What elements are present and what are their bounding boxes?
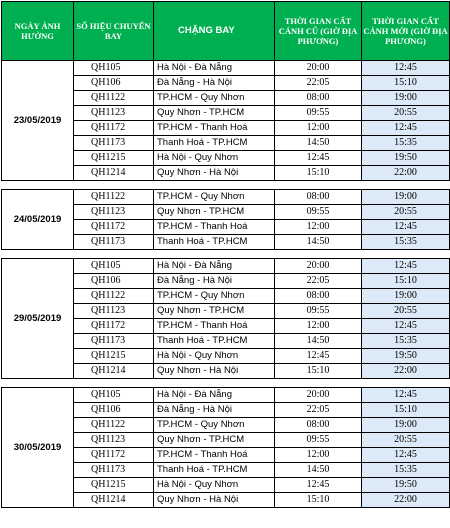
new-time-cell: 20:55: [362, 106, 450, 121]
old-time-cell: 15:10: [275, 364, 362, 379]
flight-number-cell: QH1123: [74, 205, 154, 220]
flight-number-cell: QH1123: [74, 106, 154, 121]
flight-schedule-table: [1, 1, 450, 508]
route-cell: TP.HCM - Quy Nhơn: [154, 418, 275, 433]
route-cell: TP.HCM - Thanh Hoá: [154, 220, 275, 235]
old-time-cell: 14:50: [275, 136, 362, 151]
header-flight-number: SỐ HIỆU CHUYẾN BAY: [74, 2, 154, 61]
new-time-cell: 22:00: [362, 364, 450, 379]
route-cell: Đà Nẵng - Hà Nội: [154, 76, 275, 91]
old-time-cell: 12:00: [275, 121, 362, 136]
table-row: [2, 388, 450, 403]
old-time-cell: 08:00: [275, 91, 362, 106]
route-cell: Quy Nhơn - Hà Nội: [154, 364, 275, 379]
old-time-cell: 12:00: [275, 319, 362, 334]
route-cell: Quy Nhơn - Hà Nội: [154, 493, 275, 508]
route-cell: TP.HCM - Quy Nhơn: [154, 91, 275, 106]
separator-cell: [2, 250, 450, 259]
new-time-cell: 19:00: [362, 91, 450, 106]
group-separator: [2, 379, 450, 388]
header-old-time: THỜI GIAN CẤT CÁNH CŨ (GIỜ ĐỊA PHƯƠNG): [275, 2, 362, 61]
new-time-cell: 12:45: [362, 448, 450, 463]
group-separator: [2, 250, 450, 259]
table-row: [2, 61, 450, 76]
route-cell: Hà Nội - Quy Nhơn: [154, 478, 275, 493]
flight-number-cell: QH1172: [74, 448, 154, 463]
header-affected-day: NGÀY ẢNH HƯỞNG: [2, 2, 74, 61]
affected-date-cell: 23/05/2019: [2, 61, 74, 181]
new-time-cell: 15:10: [362, 76, 450, 91]
route-cell: Quy Nhơn - TP.HCM: [154, 304, 275, 319]
old-time-cell: 12:00: [275, 448, 362, 463]
new-time-cell: 15:35: [362, 463, 450, 478]
route-cell: Hà Nội - Đà Nẵng: [154, 388, 275, 403]
old-time-cell: 09:55: [275, 205, 362, 220]
flight-number-cell: QH1214: [74, 364, 154, 379]
old-time-cell: 09:55: [275, 106, 362, 121]
new-time-cell: 20:55: [362, 433, 450, 448]
route-cell: Quy Nhơn - Hà Nội: [154, 166, 275, 181]
flight-number-cell: QH1122: [74, 418, 154, 433]
route-cell: TP.HCM - Quy Nhơn: [154, 289, 275, 304]
flight-number-cell: QH1122: [74, 91, 154, 106]
new-time-cell: 12:45: [362, 388, 450, 403]
flight-number-cell: QH106: [74, 76, 154, 91]
old-time-cell: 08:00: [275, 418, 362, 433]
old-time-cell: 14:50: [275, 463, 362, 478]
route-cell: TP.HCM - Thanh Hoá: [154, 121, 275, 136]
route-cell: Quy Nhơn - TP.HCM: [154, 433, 275, 448]
table-header-row: [2, 2, 450, 61]
route-cell: TP.HCM - Thanh Hoá: [154, 319, 275, 334]
flight-number-cell: QH1215: [74, 478, 154, 493]
old-time-cell: 12:45: [275, 151, 362, 166]
new-time-cell: 22:00: [362, 166, 450, 181]
flight-number-cell: QH1172: [74, 220, 154, 235]
old-time-cell: 15:10: [275, 166, 362, 181]
flight-number-cell: QH1172: [74, 319, 154, 334]
new-time-cell: 15:35: [362, 334, 450, 349]
separator-cell: [2, 379, 450, 388]
route-cell: TP.HCM - Quy Nhơn: [154, 190, 275, 205]
new-time-cell: 15:10: [362, 403, 450, 418]
old-time-cell: 22:05: [275, 403, 362, 418]
new-time-cell: 12:45: [362, 220, 450, 235]
route-cell: Hà Nội - Quy Nhơn: [154, 349, 275, 364]
flight-number-cell: QH105: [74, 388, 154, 403]
old-time-cell: 12:45: [275, 478, 362, 493]
table-body: [2, 61, 450, 508]
separator-cell: [2, 181, 450, 190]
new-time-cell: 19:50: [362, 478, 450, 493]
new-time-cell: 12:45: [362, 259, 450, 274]
flight-number-cell: QH106: [74, 274, 154, 289]
flight-number-cell: QH106: [74, 403, 154, 418]
new-time-cell: 19:50: [362, 151, 450, 166]
flight-number-cell: QH1173: [74, 235, 154, 250]
flight-number-cell: QH1123: [74, 304, 154, 319]
table-row: [2, 259, 450, 274]
new-time-cell: 20:55: [362, 304, 450, 319]
route-cell: TP.HCM - Thanh Hoá: [154, 448, 275, 463]
table-row: [2, 190, 450, 205]
header-route: CHẶNG BAY: [154, 2, 275, 61]
route-cell: Thanh Hoá - TP.HCM: [154, 235, 275, 250]
flight-number-cell: QH1173: [74, 463, 154, 478]
flight-number-cell: QH1215: [74, 349, 154, 364]
header-new-time: THỜI GIAN CẤT CÁNH MỚI (GIỜ ĐỊA PHƯƠNG): [362, 2, 450, 61]
old-time-cell: 09:55: [275, 304, 362, 319]
new-time-cell: 15:10: [362, 274, 450, 289]
old-time-cell: 08:00: [275, 289, 362, 304]
new-time-cell: 22:00: [362, 493, 450, 508]
old-time-cell: 14:50: [275, 334, 362, 349]
route-cell: Thanh Hoá - TP.HCM: [154, 136, 275, 151]
route-cell: Thanh Hoá - TP.HCM: [154, 463, 275, 478]
flight-number-cell: QH1173: [74, 136, 154, 151]
flight-number-cell: QH1172: [74, 121, 154, 136]
old-time-cell: 09:55: [275, 433, 362, 448]
route-cell: Quy Nhơn - TP.HCM: [154, 205, 275, 220]
route-cell: Quy Nhơn - TP.HCM: [154, 106, 275, 121]
flight-number-cell: QH105: [74, 259, 154, 274]
old-time-cell: 20:00: [275, 259, 362, 274]
route-cell: Thanh Hoá - TP.HCM: [154, 334, 275, 349]
flight-number-cell: QH1123: [74, 433, 154, 448]
flight-number-cell: QH1215: [74, 151, 154, 166]
new-time-cell: 20:55: [362, 205, 450, 220]
affected-date-cell: 29/05/2019: [2, 259, 74, 379]
flight-number-cell: QH1214: [74, 493, 154, 508]
flight-number-cell: QH1122: [74, 190, 154, 205]
old-time-cell: 20:00: [275, 388, 362, 403]
old-time-cell: 15:10: [275, 493, 362, 508]
new-time-cell: 12:45: [362, 61, 450, 76]
new-time-cell: 19:00: [362, 289, 450, 304]
old-time-cell: 22:05: [275, 76, 362, 91]
affected-date-cell: 24/05/2019: [2, 190, 74, 250]
new-time-cell: 19:00: [362, 190, 450, 205]
new-time-cell: 15:35: [362, 136, 450, 151]
group-separator: [2, 181, 450, 190]
flight-number-cell: QH1214: [74, 166, 154, 181]
old-time-cell: 14:50: [275, 235, 362, 250]
flight-number-cell: QH1122: [74, 289, 154, 304]
old-time-cell: 12:45: [275, 349, 362, 364]
new-time-cell: 12:45: [362, 319, 450, 334]
new-time-cell: 19:50: [362, 349, 450, 364]
new-time-cell: 15:35: [362, 235, 450, 250]
old-time-cell: 20:00: [275, 61, 362, 76]
flight-number-cell: QH105: [74, 61, 154, 76]
old-time-cell: 08:00: [275, 190, 362, 205]
route-cell: Hà Nội - Đà Nẵng: [154, 61, 275, 76]
old-time-cell: 22:05: [275, 274, 362, 289]
new-time-cell: 12:45: [362, 121, 450, 136]
flight-number-cell: QH1173: [74, 334, 154, 349]
affected-date-cell: 30/05/2019: [2, 388, 74, 508]
route-cell: Đà Nẵng - Hà Nội: [154, 403, 275, 418]
route-cell: Đà Nẵng - Hà Nội: [154, 274, 275, 289]
old-time-cell: 12:00: [275, 220, 362, 235]
route-cell: Hà Nội - Đà Nẵng: [154, 259, 275, 274]
new-time-cell: 19:00: [362, 418, 450, 433]
route-cell: Hà Nội - Quy Nhơn: [154, 151, 275, 166]
